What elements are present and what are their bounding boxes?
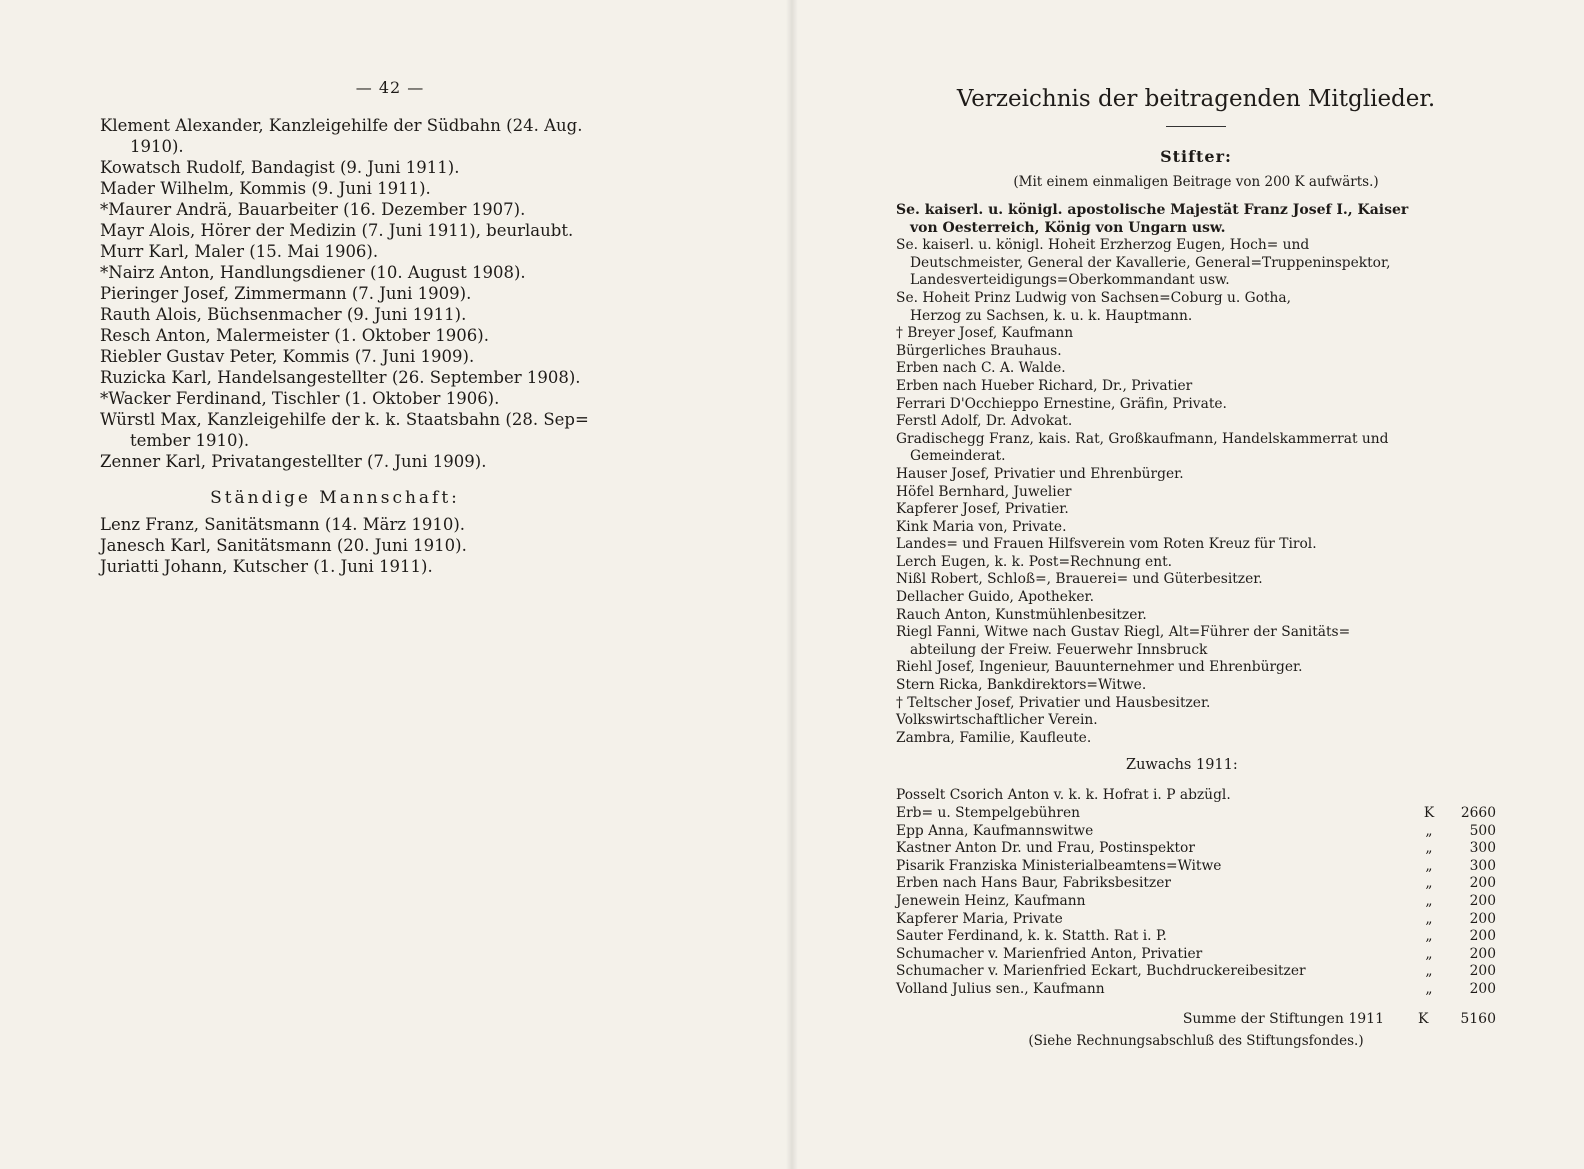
entry-text: † Breyer Josef, Kaufmann — [896, 325, 1074, 342]
currency-mark: „ — [1425, 963, 1433, 980]
sum-label: Summe der Stiftungen 1911 — [1182, 1010, 1384, 1027]
entry-text: Rauth Alois, Büchsenmacher (9. Juni 1911). — [100, 305, 467, 324]
entry-continuation: von Oesterreich, König von Ungarn usw. — [910, 219, 1226, 236]
footnote: (Siehe Rechnungsabschluß des Stiftungsfondes.) — [1028, 1032, 1364, 1049]
left-page — [100, 78, 700, 577]
entry-text: Erben nach C. A. Walde. — [896, 360, 1066, 377]
donation-amount: 500 — [1469, 822, 1496, 839]
sum-amount: 5160 — [1460, 1010, 1496, 1027]
list-item — [896, 431, 1496, 466]
entry-text: *Nairz Anton, Handlungsdiener (10. August 1908). — [100, 263, 526, 282]
entry-text: Ferstl Adolf, Dr. Advokat. — [896, 413, 1073, 430]
donor-name: Erben nach Hans Baur, Fabriksbesitzer — [896, 875, 1171, 892]
entry-text: Riegl Fanni, Witwe nach Gustav Riegl, Alt=Führer der Sanitäts= — [896, 624, 1351, 641]
section-heading: Ständige Mannschaft: — [210, 488, 460, 508]
entry-text: Se. kaiserl. u. königl. apostolische Majestät Franz Josef I., Kaiser — [896, 202, 1409, 218]
entry-text: Höfel Bernhard, Juwelier — [896, 483, 1072, 500]
list-item — [100, 262, 700, 283]
list-item — [100, 514, 700, 535]
donor-name: Kapferer Maria, Private — [896, 910, 1063, 927]
list-item — [896, 536, 1496, 554]
list-item — [100, 409, 700, 451]
entry-text: Resch Anton, Malermeister (1. Oktober 1906). — [100, 326, 489, 345]
list-item — [100, 283, 700, 304]
table-row — [896, 963, 1496, 981]
entry-text: Gradischegg Franz, kais. Rat, Großkaufmann, Handelskammerrat und — [896, 430, 1389, 447]
page-number: — 42 — — [355, 78, 425, 97]
list-item — [896, 677, 1496, 695]
entry-text: Riehl Josef, Ingenieur, Bauunternehmer und Ehrenbürger. — [896, 659, 1303, 676]
entry-text: Pieringer Josef, Zimmermann (7. Juni 1909). — [100, 284, 472, 303]
sum-row — [896, 1011, 1496, 1027]
table-row — [896, 981, 1496, 999]
entry-text: Kapferer Josef, Privatier. — [896, 501, 1069, 518]
donor-name: Sauter Ferdinand, k. k. Statth. Rat i. P. — [896, 928, 1167, 945]
list-item — [896, 396, 1496, 414]
list-item — [100, 367, 700, 388]
title-rule — [1166, 126, 1226, 127]
entry-text: Janesch Karl, Sanitätsmann (20. Juni 1910). — [100, 536, 467, 555]
currency-mark — [1414, 787, 1444, 805]
list-item — [896, 624, 1496, 659]
table-row — [896, 840, 1496, 858]
entry-text: Murr Karl, Maler (15. Mai 1906). — [100, 242, 379, 261]
list-item — [100, 220, 700, 241]
entry-text: Ruzicka Karl, Handelsangestellter (26. September 1908). — [100, 368, 581, 387]
entry-continuation: Deutschmeister, General der Kavallerie, General=Truppeninspektor, Landesverteidigungs=Oberkommandant usw. — [910, 254, 1391, 289]
list-item — [896, 202, 1496, 237]
entry-text: Zenner Karl, Privatangestellter (7. Juni 1909). — [100, 452, 487, 471]
donor-name: Kastner Anton Dr. und Frau, Postinspektor — [896, 840, 1195, 857]
donor-name: Epp Anna, Kaufmannswitwe — [896, 822, 1094, 839]
entry-text: Rauch Anton, Kunstmühlenbesitzer. — [896, 606, 1147, 623]
entry-text: Klement Alexander, Kanzleigehilfe der Südbahn (24. Aug. — [100, 116, 583, 135]
member-list — [100, 115, 700, 472]
list-item — [896, 237, 1496, 290]
donor-name: Erb= u. Stempelgebühren — [896, 805, 1081, 821]
list-item — [100, 388, 700, 409]
sum-currency: K — [1418, 1010, 1429, 1027]
list-item — [100, 199, 700, 220]
table-row — [896, 787, 1496, 805]
entry-text: Landes= und Frauen Hilfsverein vom Roten Kreuz für Tirol. — [896, 536, 1317, 553]
table-row — [896, 823, 1496, 841]
list-item — [896, 607, 1496, 625]
entry-continuation: 1910). — [130, 137, 184, 156]
entry-text: Mader Wilhelm, Kommis (9. Juni 1911). — [100, 179, 431, 198]
book-gutter — [786, 0, 798, 1169]
donor-name: Volland Julius sen., Kaufmann — [896, 980, 1105, 997]
entry-text: Juriatti Johann, Kutscher (1. Juni 1911). — [100, 557, 433, 576]
entry-text: Lenz Franz, Sanitätsmann (14. März 1910). — [100, 515, 466, 534]
entry-text: Erben nach Hueber Richard, Dr., Privatier — [896, 377, 1193, 394]
entry-text: Volkswirtschaftlicher Verein. — [896, 712, 1098, 729]
list-item — [896, 519, 1496, 537]
donation-amount: 200 — [1469, 910, 1496, 927]
donor-name: Jenewein Heinz, Kaufmann — [896, 892, 1086, 909]
donor-name: Schumacher v. Marienfried Eckart, Buchdruckereibesitzer — [896, 963, 1306, 980]
list-item — [896, 290, 1496, 325]
list-item — [896, 659, 1496, 677]
entry-text: Kink Maria von, Private. — [896, 518, 1067, 535]
list-item — [896, 378, 1496, 396]
entry-text: Riebler Gustav Peter, Kommis (7. Juni 1909). — [100, 347, 475, 366]
zuwachs-heading: Zuwachs 1911: — [1126, 757, 1238, 774]
list-item — [896, 466, 1496, 484]
donation-amount: 200 — [1469, 945, 1496, 962]
entry-text: *Wacker Ferdinand, Tischler (1. Oktober 1906). — [100, 389, 500, 408]
entry-text: † Teltscher Josef, Privatier und Hausbesitzer. — [896, 694, 1211, 711]
list-item — [100, 241, 700, 262]
currency-mark: K — [1423, 805, 1435, 821]
founders-heading: Stifter: — [1160, 147, 1232, 166]
donation-amount: 200 — [1469, 963, 1496, 980]
donation-amount: 200 — [1469, 892, 1496, 909]
currency-mark: „ — [1425, 980, 1433, 997]
entry-text: Kowatsch Rudolf, Bandagist (9. Juni 1911). — [100, 158, 460, 177]
entry-text: Mayr Alois, Hörer der Medizin (7. Juni 1911), beurlaubt. — [100, 221, 574, 240]
donation-amount: 200 — [1469, 980, 1496, 997]
currency-mark: „ — [1425, 840, 1433, 857]
entry-text: Nißl Robert, Schloß=, Brauerei= und Güterbesitzer. — [896, 571, 1263, 588]
table-row — [896, 805, 1496, 823]
entry-text: Dellacher Guido, Apotheker. — [896, 589, 1094, 606]
donor-name: Pisarik Franziska Ministerialbeamtens=Witwe — [896, 857, 1222, 874]
donations-table — [896, 787, 1496, 998]
currency-mark: „ — [1425, 875, 1433, 892]
standing-crew-list — [100, 514, 700, 577]
currency-mark: „ — [1425, 822, 1433, 839]
donor-name: Posselt Csorich Anton v. k. k. Hofrat i. P abzügl. — [896, 787, 1231, 804]
currency-mark: „ — [1425, 910, 1433, 927]
list-item — [896, 413, 1496, 431]
list-item — [100, 325, 700, 346]
entry-text: Stern Ricka, Bankdirektors=Witwe. — [896, 677, 1147, 694]
list-item — [100, 556, 700, 577]
entry-text: Ferrari D'Occhieppo Ernestine, Gräfin, Private. — [896, 395, 1227, 412]
donation-amount: 200 — [1469, 875, 1496, 892]
entry-text: Se. Hoheit Prinz Ludwig von Sachsen=Coburg u. Gotha, — [896, 289, 1292, 306]
entry-continuation: Gemeinderat. — [910, 448, 1006, 465]
donation-amount: 300 — [1469, 857, 1496, 874]
right-page — [896, 86, 1496, 1049]
currency-mark: „ — [1425, 928, 1433, 945]
entry-continuation: Herzog zu Sachsen, k. u. k. Hauptmann. — [910, 307, 1193, 324]
entry-text: Lerch Eugen, k. k. Post=Rechnung ent. — [896, 553, 1173, 570]
list-item — [896, 501, 1496, 519]
entry-text: Hauser Josef, Privatier und Ehrenbürger. — [896, 465, 1184, 482]
donation-amount — [1444, 787, 1496, 805]
entry-text: *Maurer Andrä, Bauarbeiter (16. Dezember 1907). — [100, 200, 526, 219]
table-row — [896, 893, 1496, 911]
donor-name: Schumacher v. Marienfried Anton, Privatier — [896, 945, 1203, 962]
entry-text: Bürgerliches Brauhaus. — [896, 342, 1062, 359]
list-item — [896, 554, 1496, 572]
list-item — [896, 712, 1496, 730]
entry-text: Würstl Max, Kanzleigehilfe der k. k. Staatsbahn (28. Sep= — [100, 410, 589, 429]
currency-mark: „ — [1425, 945, 1433, 962]
list-item — [100, 157, 700, 178]
list-item — [100, 451, 700, 472]
list-item — [896, 360, 1496, 378]
list-item — [896, 343, 1496, 361]
entry-continuation: abteilung der Freiw. Feuerwehr Innsbruck — [910, 641, 1208, 658]
currency-mark: „ — [1425, 857, 1433, 874]
founders-note: (Mit einem einmaligen Beitrage von 200 K aufwärts.) — [1013, 174, 1379, 190]
list-item — [896, 730, 1496, 748]
founders-list — [896, 202, 1496, 747]
list-item — [896, 695, 1496, 713]
list-item — [100, 346, 700, 367]
table-row — [896, 858, 1496, 876]
table-row — [896, 928, 1496, 946]
table-row — [896, 946, 1496, 964]
table-row — [896, 911, 1496, 929]
list-item — [896, 571, 1496, 589]
currency-mark: „ — [1425, 892, 1433, 909]
donation-amount: 2660 — [1460, 805, 1496, 821]
list-item — [896, 589, 1496, 607]
entry-text: Zambra, Familie, Kaufleute. — [896, 729, 1092, 746]
table-row — [896, 875, 1496, 893]
donation-amount: 200 — [1469, 928, 1496, 945]
donation-amount: 300 — [1469, 840, 1496, 857]
list-item — [100, 304, 700, 325]
page-title: Verzeichnis der beitragenden Mitglieder. — [956, 86, 1436, 112]
list-item — [896, 325, 1496, 343]
entry-continuation: tember 1910). — [130, 431, 250, 450]
list-item — [100, 535, 700, 556]
entry-text: Se. kaiserl. u. königl. Hoheit Erzherzog Eugen, Hoch= und — [896, 237, 1310, 254]
list-item — [100, 178, 700, 199]
list-item — [100, 115, 700, 157]
list-item — [896, 484, 1496, 502]
